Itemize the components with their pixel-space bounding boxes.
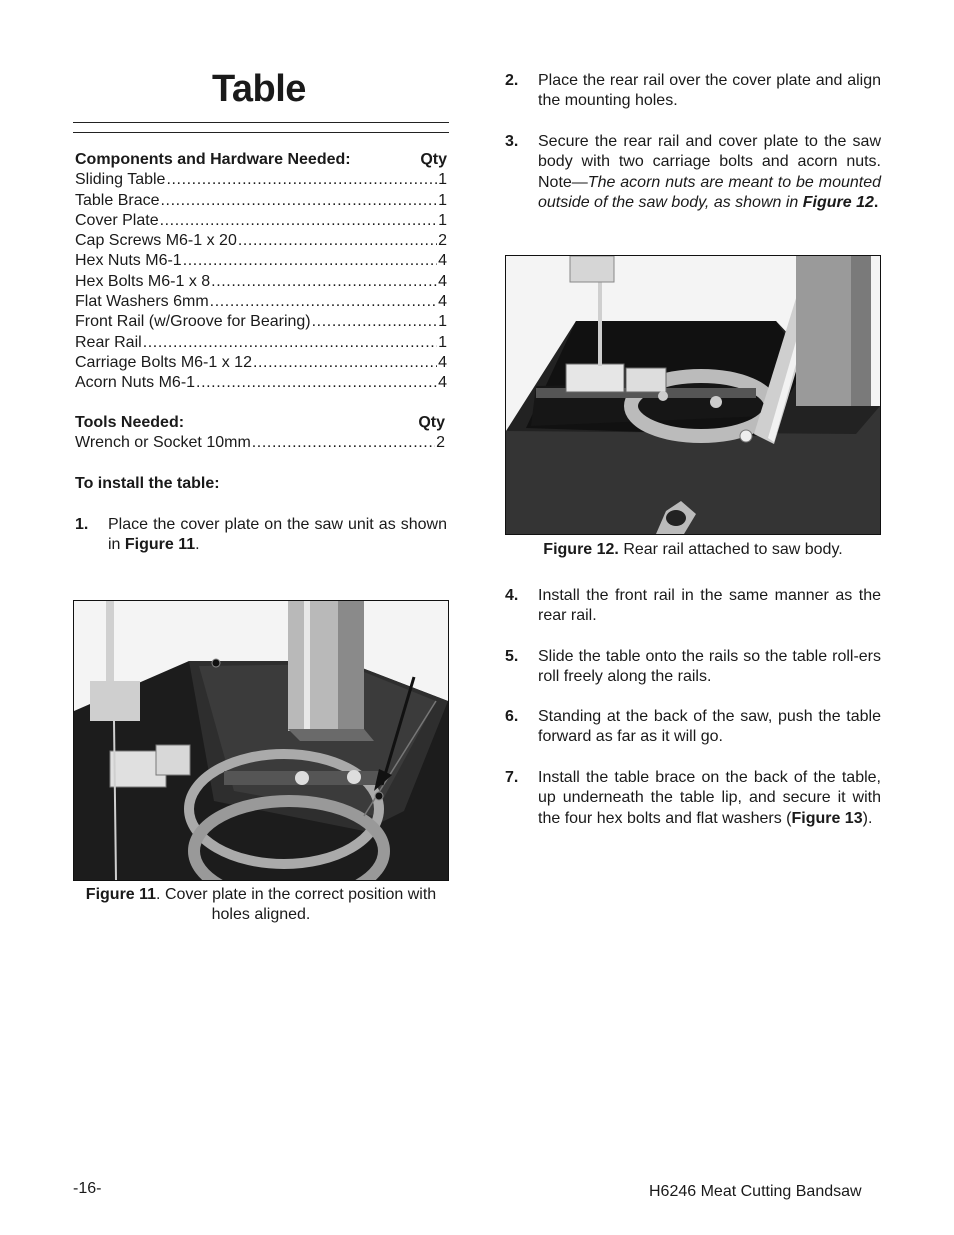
component-item-qty: 1 [438,171,447,189]
tool-item-name: Wrench or Socket 10mm [75,434,251,452]
figure-11-label: Figure 11 [85,886,157,903]
component-item-qty: 4 [438,252,447,270]
component-item [75,292,447,312]
title-rule-bottom [73,132,449,133]
component-item-name: Rear Rail [75,333,142,351]
figure-11-photo [73,600,449,881]
component-item [75,333,447,353]
step-3 [505,132,881,213]
step-5-text: Slide the table onto the rails so the table roll-ers roll freely along the rails. [538,648,881,686]
component-item-leader [312,312,437,332]
component-item-name: Hex Bolts M6-1 x 8 [75,272,211,290]
step-7 [505,768,881,829]
component-item [75,231,447,251]
tools-header-qty: Qty [418,414,445,431]
tool-item-leader [252,433,435,453]
components-header-label: Components and Hardware Needed: [75,151,351,168]
component-item-qty: 1 [438,191,447,209]
figure-12-photo [505,255,881,535]
component-item-leader [166,170,437,190]
step-2 [505,71,881,112]
component-item-leader [161,191,438,211]
tools-list [75,413,445,454]
component-item [75,191,447,211]
component-item-qty: 4 [438,293,447,311]
step-6-text: Standing at the back of the saw, push the table forward as far as it will go. [538,708,881,746]
component-item [75,272,447,292]
component-item [75,251,447,271]
component-item-qty: 1 [438,313,447,331]
step-7-number: 7. [505,769,519,786]
components-header-qty: Qty [420,151,447,168]
component-item-name: Cap Screws M6-1 x 20 [75,232,237,250]
component-item-name: Carriage Bolts M6-1 x 12 [75,353,252,371]
step-6 [505,707,881,748]
component-item-name: Table Brace [75,191,160,209]
step-1-figure-ref: Figure 11 [124,536,196,554]
tool-item [75,433,445,453]
component-item-leader [211,272,437,292]
footer-page-number: -16- [73,1180,102,1197]
component-item-qty: 1 [438,333,447,351]
component-item-leader [196,373,437,393]
component-item [75,312,447,332]
step-3-figure-ref: Figure 12 [802,193,874,211]
step-5 [505,647,881,688]
component-item-leader [238,231,437,251]
figure-12-caption: Figure 12. Rear rail attached to saw body. [543,541,843,558]
component-item-leader [143,333,437,353]
component-item-qty: 4 [438,353,447,371]
component-item-leader [160,211,438,231]
page-title: Table [212,68,306,110]
step-3-text: Secure the rear rail and cover plate to the saw body with two carriage bolts and acorn nuts. Note—The acorn nuts are meant to be mounted outside of the saw body, as shown in Figure 12. [538,133,881,211]
tools-header [75,413,445,433]
title-rule-top [73,122,449,123]
figure-12-label: Figure 12. [543,541,619,558]
component-item-name: Sliding Table [75,171,166,189]
component-item-qty: 1 [438,211,447,229]
step-6-number: 6. [505,708,519,725]
footer-product-name: H6246 Meat Cutting Bandsaw [649,1183,862,1200]
components-header [75,150,447,170]
component-item-qty: 4 [438,272,447,290]
step-3-number: 3. [505,133,519,150]
install-heading: To install the table: [75,475,220,492]
step-2-number: 2. [505,72,519,89]
step-2-text: Place the rear rail over the cover plate and align the mounting holes. [538,72,881,110]
step-7-figure-ref: Figure 13 [791,809,863,827]
component-item-leader [183,251,437,271]
step-1 [75,515,447,556]
component-item-name: Flat Washers 6mm [75,293,209,311]
component-item [75,211,447,231]
step-3-note: The acorn nuts are meant to be mounted outside of the saw body, as shown in [538,173,881,211]
step-4-number: 4. [505,587,519,604]
component-item [75,170,447,190]
component-item-leader [253,353,437,373]
step-1-number: 1. [75,516,89,533]
figure-11-caption: Figure 11. Cover plate in the correct position with holes aligned. [85,886,437,924]
components-list [75,150,447,394]
step-1-text: Place the cover plate on the saw unit as shown in Figure 11. [108,516,447,554]
component-item-leader [210,292,437,312]
step-7-text: Install the table brace on the back of the table, up underneath the table lip, and secure it with the four hex bolts and flat washers (Figure 13). [538,769,881,827]
component-item-name: Hex Nuts M6-1 [75,252,182,270]
step-4-text: Install the front rail in the same manner as the rear rail. [538,587,881,625]
component-item-qty: 4 [438,374,447,392]
component-item-name: Cover Plate [75,211,159,229]
component-item-qty: 2 [438,232,447,250]
component-item [75,353,447,373]
component-item-name: Front Rail (w/Groove for Bearing) [75,313,311,331]
step-4 [505,586,881,627]
tools-header-label: Tools Needed: [75,414,185,431]
component-item-name: Acorn Nuts M6-1 [75,374,196,392]
component-item [75,373,447,393]
step-5-number: 5. [505,648,519,665]
tool-item-qty: 2 [436,434,445,452]
